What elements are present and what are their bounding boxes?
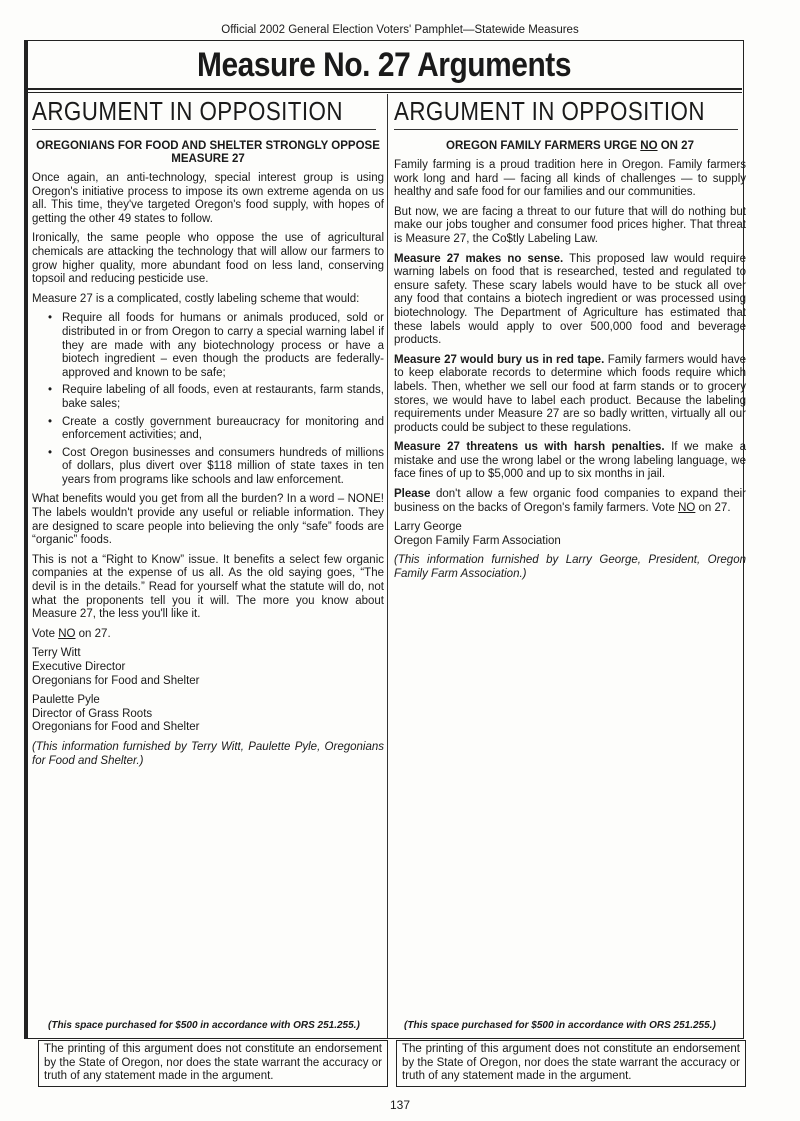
title-rule-thin: [26, 92, 742, 93]
left-purchase-note: (This space purchased for $500 in accordance with ORS 251.255.): [48, 1020, 360, 1031]
left-disclaimer-box: The printing of this argument does not constitute an endorsement by the State of Oregon, nor does the state warrant the accuracy or truth of any statement made in the argument.: [38, 1040, 388, 1087]
lead-in: Measure 27 threatens us with harsh penalties.: [394, 441, 665, 454]
right-paragraph-1: Family farming is a proud tradition here in Oregon. Family farmers work long and hard — facing all kinds of challenges — to supply healthy and safe food for our families and our communities.: [394, 159, 746, 199]
lead-in: Please: [394, 488, 431, 501]
left-paragraph-1: Once again, an anti-technology, special interest group is using Oregon's initiative process to impose its own extreme agenda on us all. This time, they've targeted Oregon's food supply, with hopes of getting the other 49 states to follow.: [32, 172, 384, 225]
signer-title: Executive Director: [32, 661, 126, 673]
left-bullet-item: • Require labeling of all foods, even at restaurants, farm stands, bake sales;: [62, 384, 384, 411]
paragraph-text: Family farmers would have to keep elaborate records to determine which foods require which labels. Then, whether we sell our food at farm stands or to grocery stores, we would have to label each product. Because the labeling requirements under Measure 27 are so badly written, virtually all our products could be subject to these regulations.: [394, 353, 746, 434]
right-argument-column: [394, 96, 746, 588]
signer-name: Larry George: [394, 521, 462, 534]
right-paragraph-5: [394, 441, 746, 482]
vote-no: NO: [58, 627, 76, 640]
left-paragraph-4: What benefits would you get from all the burden? In a word – NONE! The labels wouldn't provide any useful or reliable information. They are designed to scare people into believing the only “safe” foods are “organic” foods.: [32, 493, 384, 547]
measure-title: Measure No. 27 Arguments: [196, 46, 572, 84]
signer-name: Terry Witt: [32, 647, 81, 660]
paragraph-text: This proposed law would require warning labels on food that is researched, tested and regulated to ensure safety. These scary labels would have to be stuck all over any food that contains a biotech ingredient or was processed using biotechnology. The Department of Agriculture has estimated that these labels would apply to over 500,000 food and beverage products.: [394, 252, 746, 347]
right-paragraph-2: But now, we are facing a threat to our future that will do nothing but make our jobs tougher and consumer food prices higher. That threat is Measure 27, the Co$tly Labeling Law.: [394, 205, 746, 245]
right-paragraph-3: [394, 253, 746, 348]
signer-title: Director of Grass Roots: [32, 707, 153, 720]
vote-suffix: on 27.: [75, 627, 111, 640]
left-argument-subhead: OREGONIANS FOR FOOD AND SHELTER STRONGLY OPPOSE MEASURE 27: [36, 140, 380, 165]
frame-left-bar: [25, 41, 28, 1038]
vote-no: NO: [678, 501, 696, 514]
right-furnished-note: (This information furnished by Larry George, President, Oregon Family Farm Association.): [394, 554, 746, 581]
left-signature-1: [32, 647, 384, 688]
left-signature-2: [32, 694, 384, 735]
page-number: 137: [389, 1098, 411, 1112]
paragraph-text: If we make a mistake and use the wrong label or the wrong labeling language, we face fines of up to $5,000 and up to six months in jail.: [394, 441, 747, 481]
signer-org: Oregonians for Food and Shelter: [32, 674, 200, 687]
right-paragraph-4: [394, 354, 746, 436]
left-paragraph-3: Measure 27 is a complicated, costly labeling scheme that would:: [32, 292, 360, 305]
left-bullet-list: [32, 312, 384, 487]
right-argument-subhead: [394, 140, 746, 153]
title-rule-thick: [26, 88, 742, 90]
left-paragraph-2: Ironically, the same people who oppose the use of agricultural chemicals are attacking the technology that will allow our farmers to grow higher quality, more abundant food on less land, conserving topsoil and reducing pesticide use.: [32, 232, 384, 286]
right-signature: [394, 521, 746, 548]
column-divider: [387, 94, 388, 1038]
left-furnished-note: (This information furnished by Terry Witt, Paulette Pyle, Oregonians for Food and Shelter.): [32, 740, 384, 767]
right-argument-heading: ARGUMENT IN OPPOSITION: [394, 96, 738, 130]
paragraph-end: on 27.: [695, 501, 731, 514]
lead-in: Measure 27 makes no sense.: [394, 252, 564, 265]
left-argument-column: [32, 96, 384, 774]
signer-org: Oregonians for Food and Shelter: [32, 721, 200, 734]
left-argument-heading: ARGUMENT IN OPPOSITION: [32, 96, 376, 130]
signer-org: Oregon Family Farm Association: [394, 534, 561, 547]
right-purchase-note: (This space purchased for $500 in accordance with ORS 251.255.): [404, 1020, 716, 1031]
right-disclaimer-box: The printing of this argument does not constitute an endorsement by the State of Oregon, nor does the state warrant the accuracy or truth of any statement made in the argument.: [396, 1040, 746, 1087]
left-bullet-item: • Cost Oregon businesses and consumers hundreds of millions of dollars, plus divert over $118 million of state taxes in ten years from programs like schools and law enforcement.: [62, 447, 384, 488]
lead-in: Measure 27 would bury us in red tape.: [394, 353, 605, 366]
subhead-no: NO: [640, 140, 658, 152]
subhead-text: OREGON FAMILY FARMERS URGE: [446, 140, 641, 152]
right-argument-body: [394, 159, 746, 582]
left-vote-line: [32, 628, 384, 642]
left-bullet-item: • Create a costly government bureaucracy for monitoring and enforcement activities; and,: [62, 416, 384, 443]
right-paragraph-6: [394, 488, 746, 515]
vote-prefix: Vote: [32, 627, 59, 640]
signer-name: Paulette Pyle: [32, 694, 100, 707]
left-bullet-item: • Require all foods for humans or animals produced, sold or distributed in or from Oregon to carry a special warning label if they are made with any biotechnology process or have a biotech ingredient – even though the products are federally-approved and known to be safe;: [62, 312, 384, 380]
left-paragraph-5: This is not a “Right to Know” issue. It benefits a select few organic companies at the expense of us all. As the old saying goes, “The devil is in the details.” Read for yourself what the statute will do, not what the proponents tell you it will. The more you know about Measure 27, the less you'll like it.: [32, 553, 384, 621]
paragraph-text: don't allow a few organic food companies to expand their business on the backs of Oregon's family farmers. Vote: [394, 488, 746, 514]
running-header: Official 2002 General Election Voters' Pamphlet—Statewide Measures: [221, 24, 579, 36]
subhead-text-end: ON 27: [657, 140, 694, 152]
left-argument-body: [32, 172, 384, 768]
